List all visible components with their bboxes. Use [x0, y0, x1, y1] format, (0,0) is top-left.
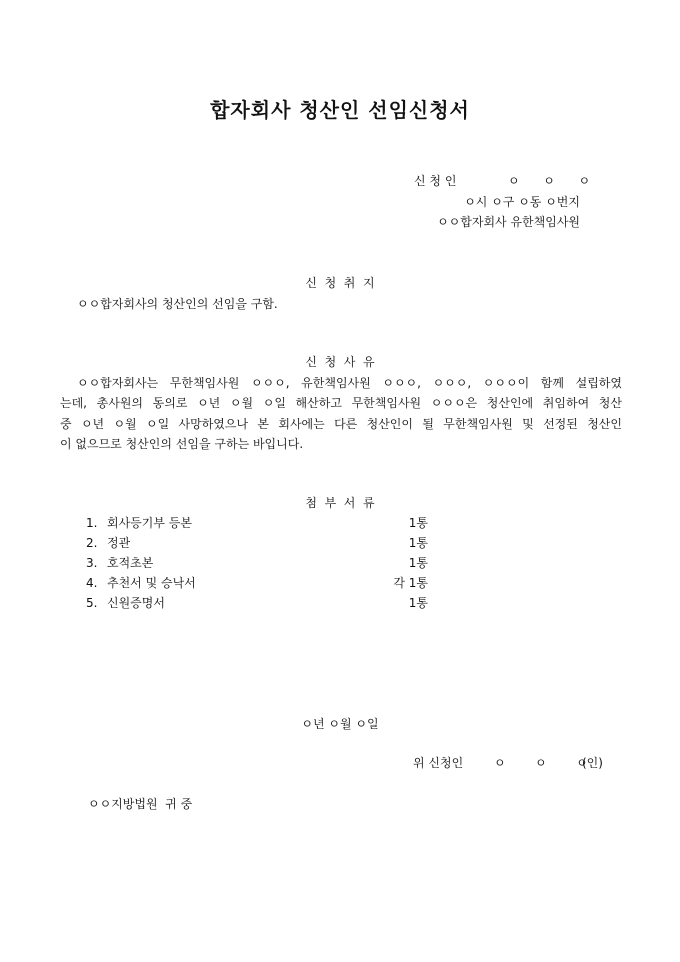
- signature-label: 위 신청인: [413, 756, 464, 770]
- applicant-address: ㅇ시 ㅇ구 ㅇ동 ㅇ번지: [464, 195, 580, 209]
- attachment-name: 추천서 및 승낙서: [107, 576, 196, 590]
- reason-line-2: 는데, 총사원의 동의로 ㅇ년 ㅇ월 ㅇ일 해산하고 무한책임사원 ㅇㅇㅇ은 청산인에 취임하여 청산: [60, 397, 622, 409]
- attachment-name: 정관: [107, 536, 131, 550]
- attachment-quantity: 1통: [408, 596, 428, 610]
- attachment-number: 2.: [86, 536, 98, 550]
- reason-line-4: 이 없으므로 청산인의 선임을 구하는 바입니다.: [60, 437, 304, 451]
- reason-heading: 신 청 사 유: [305, 355, 375, 369]
- attachment-name: 회사등기부 등본: [107, 516, 192, 530]
- applicant-position: ㅇㅇ합자회사 유한책임사원: [437, 215, 580, 229]
- applicant-name: ㅇ ㅇ ㅇ: [508, 174, 591, 188]
- attachments-heading: 첨 부 서 류: [305, 496, 375, 510]
- attachment-number: 3.: [86, 556, 98, 570]
- applicant-label: 신 청 인: [414, 174, 457, 188]
- purpose-heading: 신 청 취 지: [305, 276, 375, 290]
- reason-line-1: ㅇㅇ합자회사는 무한책임사원 ㅇㅇㅇ, 유한책임사원 ㅇㅇㅇ, ㅇㅇㅇ, ㅇㅇㅇ이 함께 설립하였: [77, 377, 622, 389]
- reason-line-3: 중 ㅇ년 ㅇ월 ㅇ일 사망하였으나 본 회사에는 다른 청산인이 될 무한책임사원 및 선정된 청산인: [60, 418, 622, 430]
- document-date: ㅇ년 ㅇ월 ㅇ일: [301, 717, 379, 731]
- signature-name: ㅇ ㅇ ㅇ: [494, 756, 588, 770]
- attachment-number: 4.: [86, 576, 98, 590]
- attachment-name: 호적초본: [107, 556, 154, 570]
- attachment-number: 5.: [86, 596, 98, 610]
- seal-mark: (인): [582, 756, 603, 770]
- attachment-quantity: 1통: [408, 536, 428, 550]
- attachment-quantity: 1통: [408, 556, 428, 570]
- purpose-text: ㅇㅇ합자회사의 청산인의 선임을 구함.: [77, 297, 278, 311]
- attachment-number: 1.: [86, 516, 98, 530]
- document-title: 합자회사 청산인 선임신청서: [210, 98, 470, 122]
- attachment-quantity: 1통: [408, 516, 428, 530]
- court-addressee: ㅇㅇ지방법원 귀 중: [88, 797, 193, 811]
- attachment-name: 신원증명서: [107, 596, 165, 610]
- attachment-quantity: 각 1통: [393, 576, 428, 590]
